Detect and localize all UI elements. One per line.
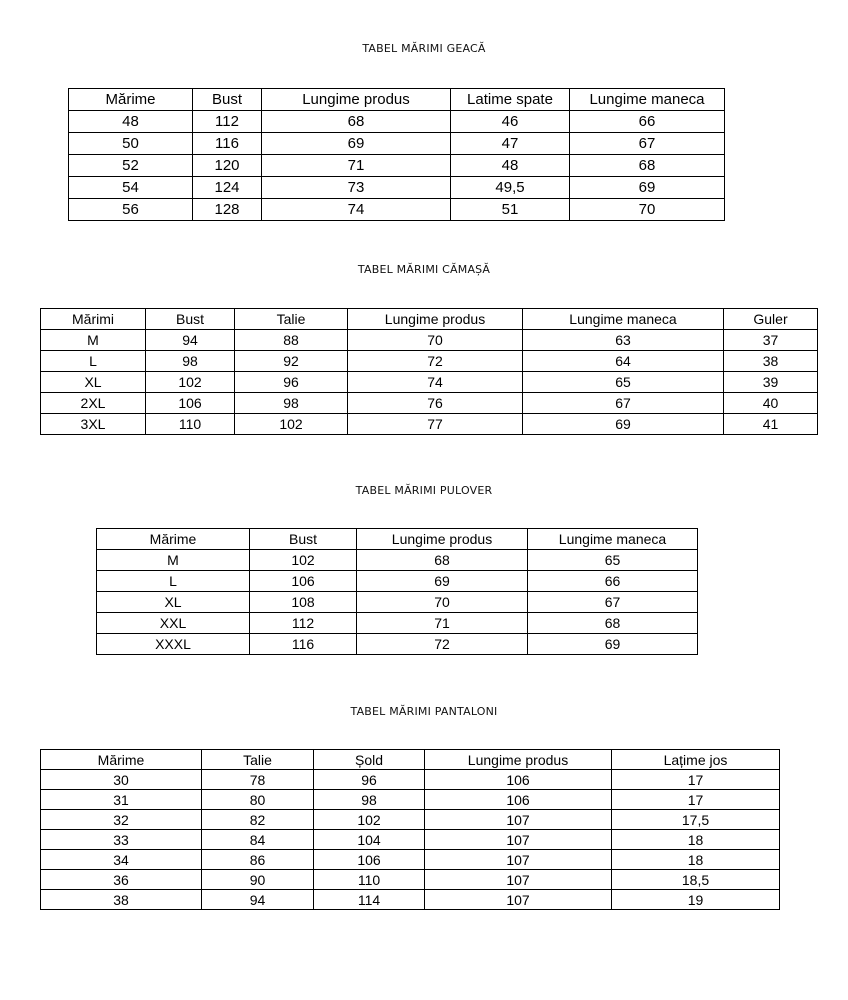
table-cell: 37 bbox=[724, 330, 818, 351]
table-row bbox=[41, 351, 818, 372]
table-cell: 30 bbox=[41, 770, 202, 790]
table-cell: 106 bbox=[425, 790, 612, 810]
table-cell: 80 bbox=[202, 790, 314, 810]
table-cell: M bbox=[41, 330, 146, 351]
table-cell: 72 bbox=[357, 634, 528, 655]
column-header: Lațime jos bbox=[612, 750, 780, 770]
table-cell: 48 bbox=[451, 155, 570, 177]
table-row bbox=[97, 571, 698, 592]
table-cell: 116 bbox=[193, 133, 262, 155]
table-cell: 112 bbox=[250, 613, 357, 634]
table-cell: 17,5 bbox=[612, 810, 780, 830]
table-title-geaca: TABEL MĂRIMI GEACĂ bbox=[362, 42, 486, 55]
column-header: Talie bbox=[202, 750, 314, 770]
table-cell: 67 bbox=[570, 133, 725, 155]
table-row bbox=[69, 177, 725, 199]
column-header: Guler bbox=[724, 309, 818, 330]
table-row bbox=[97, 613, 698, 634]
table-cell: 66 bbox=[570, 111, 725, 133]
table-cell: 67 bbox=[528, 592, 698, 613]
table-cell: 17 bbox=[612, 790, 780, 810]
table-cell: 72 bbox=[348, 351, 523, 372]
table-cell: 2XL bbox=[41, 393, 146, 414]
table-header-row bbox=[69, 89, 725, 111]
table-cell: 98 bbox=[314, 790, 425, 810]
table-header-row bbox=[41, 309, 818, 330]
table-cell: 32 bbox=[41, 810, 202, 830]
table-cell: 106 bbox=[314, 850, 425, 870]
table-cell: 69 bbox=[528, 634, 698, 655]
table-cell: 84 bbox=[202, 830, 314, 850]
table-cell: 40 bbox=[724, 393, 818, 414]
table-cell: 98 bbox=[146, 351, 235, 372]
table-row bbox=[97, 592, 698, 613]
table-row bbox=[69, 199, 725, 221]
table-cell: 106 bbox=[425, 770, 612, 790]
table-row bbox=[41, 870, 780, 890]
table-cell: 78 bbox=[202, 770, 314, 790]
size-table-pantaloni bbox=[40, 749, 780, 910]
table-cell: 64 bbox=[523, 351, 724, 372]
table-title-camasa: TABEL MĂRIMI CĂMAȘĂ bbox=[357, 263, 491, 276]
column-header: Lungime produs bbox=[262, 89, 451, 111]
table-cell: 34 bbox=[41, 850, 202, 870]
column-header: Șold bbox=[314, 750, 425, 770]
table-cell: 128 bbox=[193, 199, 262, 221]
table-cell: 107 bbox=[425, 830, 612, 850]
table-cell: 52 bbox=[69, 155, 193, 177]
table-cell: 69 bbox=[570, 177, 725, 199]
table-row bbox=[41, 414, 818, 435]
table-cell: 19 bbox=[612, 890, 780, 910]
table-cell: 68 bbox=[570, 155, 725, 177]
table-cell: 70 bbox=[348, 330, 523, 351]
table-row bbox=[69, 111, 725, 133]
table-cell: XL bbox=[41, 372, 146, 393]
table-cell: 107 bbox=[425, 850, 612, 870]
table-cell: 90 bbox=[202, 870, 314, 890]
table-cell: 73 bbox=[262, 177, 451, 199]
table-cell: 102 bbox=[146, 372, 235, 393]
table-cell: 74 bbox=[348, 372, 523, 393]
table-cell: 51 bbox=[451, 199, 570, 221]
table-cell: 18,5 bbox=[612, 870, 780, 890]
size-table-pulover bbox=[96, 528, 698, 655]
table-cell: L bbox=[97, 571, 250, 592]
table-cell: 39 bbox=[724, 372, 818, 393]
table-cell: 46 bbox=[451, 111, 570, 133]
table-cell: 77 bbox=[348, 414, 523, 435]
column-header: Bust bbox=[193, 89, 262, 111]
table-cell: 98 bbox=[235, 393, 348, 414]
table-cell: 112 bbox=[193, 111, 262, 133]
table-cell: 68 bbox=[357, 550, 528, 571]
table-cell: 71 bbox=[262, 155, 451, 177]
table-cell: 106 bbox=[250, 571, 357, 592]
column-header: Bust bbox=[146, 309, 235, 330]
table-row bbox=[41, 890, 780, 910]
table-cell: 67 bbox=[523, 393, 724, 414]
table-cell: 106 bbox=[146, 393, 235, 414]
table-cell: 54 bbox=[69, 177, 193, 199]
table-cell: 107 bbox=[425, 890, 612, 910]
table-row bbox=[41, 393, 818, 414]
table-cell: 120 bbox=[193, 155, 262, 177]
table-cell: 47 bbox=[451, 133, 570, 155]
table-cell: 31 bbox=[41, 790, 202, 810]
table-cell: 36 bbox=[41, 870, 202, 890]
table-cell: 70 bbox=[357, 592, 528, 613]
column-header: Bust bbox=[250, 529, 357, 550]
column-header: Mărime bbox=[97, 529, 250, 550]
table-cell: 104 bbox=[314, 830, 425, 850]
table-cell: 38 bbox=[724, 351, 818, 372]
table-row bbox=[41, 372, 818, 393]
table-cell: 110 bbox=[146, 414, 235, 435]
column-header: Lungime produs bbox=[425, 750, 612, 770]
size-table-camasa bbox=[40, 308, 818, 435]
table-header-row bbox=[41, 750, 780, 770]
table-row bbox=[41, 830, 780, 850]
table-cell: 65 bbox=[528, 550, 698, 571]
column-header: Lungime produs bbox=[348, 309, 523, 330]
table-cell: 92 bbox=[235, 351, 348, 372]
table-cell: 116 bbox=[250, 634, 357, 655]
table-cell: 71 bbox=[357, 613, 528, 634]
table-cell: 96 bbox=[314, 770, 425, 790]
table-row bbox=[41, 790, 780, 810]
column-header: Lungime maneca bbox=[570, 89, 725, 111]
table-row bbox=[69, 155, 725, 177]
table-row bbox=[41, 770, 780, 790]
table-cell: XXXL bbox=[97, 634, 250, 655]
table-cell: 17 bbox=[612, 770, 780, 790]
table-cell: 69 bbox=[523, 414, 724, 435]
table-cell: 41 bbox=[724, 414, 818, 435]
column-header: Mărimi bbox=[41, 309, 146, 330]
table-cell: M bbox=[97, 550, 250, 571]
table-cell: 50 bbox=[69, 133, 193, 155]
table-cell: 107 bbox=[425, 870, 612, 890]
table-cell: 49,5 bbox=[451, 177, 570, 199]
table-row bbox=[97, 550, 698, 571]
table-cell: 33 bbox=[41, 830, 202, 850]
table-cell: 124 bbox=[193, 177, 262, 199]
table-row bbox=[97, 634, 698, 655]
table-cell: 82 bbox=[202, 810, 314, 830]
table-title-pantaloni: TABEL MĂRIMI PANTALONI bbox=[350, 705, 498, 718]
table-row bbox=[69, 133, 725, 155]
table-cell: 56 bbox=[69, 199, 193, 221]
table-cell: 114 bbox=[314, 890, 425, 910]
table-cell: 96 bbox=[235, 372, 348, 393]
column-header: Lungime produs bbox=[357, 529, 528, 550]
table-row bbox=[41, 330, 818, 351]
table-cell: 108 bbox=[250, 592, 357, 613]
column-header: Talie bbox=[235, 309, 348, 330]
table-cell: 110 bbox=[314, 870, 425, 890]
table-cell: 65 bbox=[523, 372, 724, 393]
table-row bbox=[41, 850, 780, 870]
column-header: Lungime maneca bbox=[528, 529, 698, 550]
column-header: Mărime bbox=[69, 89, 193, 111]
table-cell: XXL bbox=[97, 613, 250, 634]
table-header-row bbox=[97, 529, 698, 550]
table-cell: 48 bbox=[69, 111, 193, 133]
table-cell: 102 bbox=[314, 810, 425, 830]
table-cell: 107 bbox=[425, 810, 612, 830]
table-row bbox=[41, 810, 780, 830]
table-cell: 63 bbox=[523, 330, 724, 351]
column-header: Lungime maneca bbox=[523, 309, 724, 330]
column-header: Mărime bbox=[41, 750, 202, 770]
table-cell: 68 bbox=[262, 111, 451, 133]
table-title-pulover: TABEL MĂRIMI PULOVER bbox=[355, 484, 493, 497]
table-cell: 94 bbox=[146, 330, 235, 351]
table-cell: 18 bbox=[612, 830, 780, 850]
table-cell: 88 bbox=[235, 330, 348, 351]
table-cell: 66 bbox=[528, 571, 698, 592]
table-cell: 94 bbox=[202, 890, 314, 910]
table-cell: 76 bbox=[348, 393, 523, 414]
table-cell: 69 bbox=[357, 571, 528, 592]
table-cell: 18 bbox=[612, 850, 780, 870]
table-cell: XL bbox=[97, 592, 250, 613]
table-cell: 86 bbox=[202, 850, 314, 870]
table-cell: 69 bbox=[262, 133, 451, 155]
table-cell: 102 bbox=[235, 414, 348, 435]
table-cell: 74 bbox=[262, 199, 451, 221]
table-cell: 102 bbox=[250, 550, 357, 571]
table-cell: 38 bbox=[41, 890, 202, 910]
table-cell: 68 bbox=[528, 613, 698, 634]
table-cell: 70 bbox=[570, 199, 725, 221]
table-cell: 3XL bbox=[41, 414, 146, 435]
size-table-geaca bbox=[68, 88, 725, 221]
column-header: Latime spate bbox=[451, 89, 570, 111]
table-cell: L bbox=[41, 351, 146, 372]
